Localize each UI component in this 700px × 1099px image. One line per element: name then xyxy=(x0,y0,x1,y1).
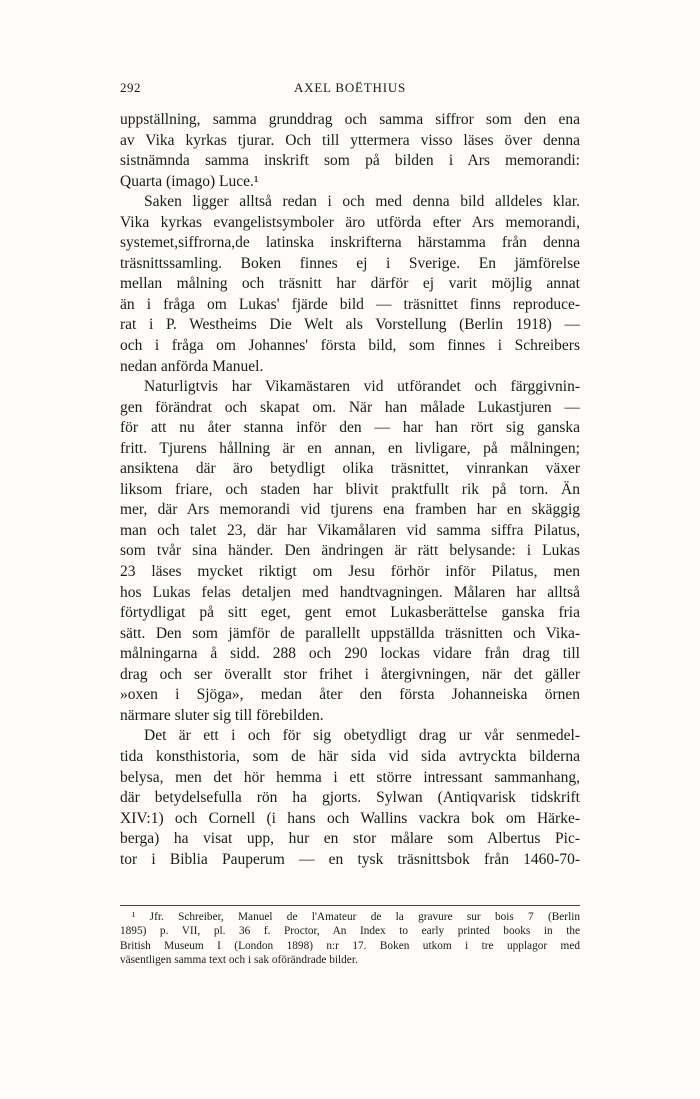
text-line: belysa, men det hör hemma i ett större intressant sammanhang, xyxy=(120,768,580,786)
text-line: Naturligtvis har Vikamästaren vid utförandet och färggivnin- xyxy=(144,378,580,396)
text-line: XIV:1) och Cornell (i hans och Wallins vackra bok om Härke- xyxy=(120,809,580,827)
footnote-rule xyxy=(120,905,580,906)
text-line: hos Lukas felas detaljen med handtvagningen. Målaren har alltså xyxy=(120,583,580,601)
text-line: tida konsthistoria, som de här sida vid sida avtryckta bilderna xyxy=(120,747,580,765)
text-line: för att nu åter stanna inför den — har han rört sig ganska xyxy=(120,419,580,437)
text-line: fritt. Tjurens hållning är en annan, en livligare, på målningen; xyxy=(120,439,580,457)
text-line: rat i P. Westheims Die Welt als Vorstellung (Berlin 1918) — xyxy=(120,316,580,334)
footnote-line: väsentligen samma text och i sak oförändrade bilder. xyxy=(120,954,358,967)
text-line: »oxen i Sjöga», medan åter den första Johanneiska örnen xyxy=(120,686,580,704)
text-line: berga) ha visat upp, hur en stor målare som Albertus Pic- xyxy=(120,830,580,848)
footnote-line: 1895) p. VII, pl. 36 f. Proctor, An Index to early printed books in the xyxy=(120,925,580,938)
text-line: man och talet 23, där har Vikamålaren vid samma siffra Pilatus, xyxy=(120,521,580,539)
text-line: Vika kyrkas evangelistsymboler äro utförda efter Ars memorandi, xyxy=(120,213,580,231)
text-line: av Vika kyrkas tjurar. Och till yttermera visso läses över denna xyxy=(120,131,580,149)
text-line: förtydligat på sitt eget, gent emot Lukasberättelse ganska fria xyxy=(120,604,580,622)
text-line: Quarta (imago) Luce.¹ xyxy=(120,172,259,190)
text-line: nedan anförda Manuel. xyxy=(120,357,264,375)
text-line: ansiktena där äro betydligt olika träsnittet, vinrankan växer xyxy=(120,460,580,478)
text-line: och i fråga om Johannes' första bild, som finnes i Schreibers xyxy=(120,337,580,355)
text-line: närmare sluter sig till förebilden. xyxy=(120,706,324,724)
text-line: träsnittssamling. Boken finnes ej i Sverige. En jämförelse xyxy=(120,254,580,272)
text-line: sätt. Den som jämför de parallellt uppställda träsnitten och Vika- xyxy=(120,624,580,642)
body-text xyxy=(120,110,580,870)
text-line: tor i Biblia Pauperum — en tysk träsnittsbok från 1460-70- xyxy=(120,850,580,868)
text-line: systemet,siffrorna,de latinska inskrifterna härstamma från denna xyxy=(120,234,580,252)
page-number: 292 xyxy=(120,80,141,95)
text-line: mer, där Ars memorandi vid tjurens ena framben har en skäggig xyxy=(120,501,580,519)
text-line: målningarna å sidd. 288 och 290 lockas vidare från drag till xyxy=(120,645,580,663)
text-line: sistnämnda samma inskrift som på bilden i Ars memorandi: xyxy=(120,152,580,170)
text-line: liksom friare, och staden har blivit praktfullt rik på torn. Än xyxy=(120,480,580,498)
text-line: uppställning, samma grunddrag och samma siffror som den ena xyxy=(120,111,580,128)
running-head: AXEL BOËTHIUS xyxy=(293,80,407,95)
footnotes xyxy=(120,905,580,968)
text-line: 23 läses mycket riktigt om Jesu förhör inför Pilatus, men xyxy=(120,563,580,581)
text-line: där betydelsefulla rön ha gjorts. Sylwan (Antiqvarisk tidskrift xyxy=(120,789,580,807)
footnote-text xyxy=(120,910,580,968)
text-line: drag och ser överallt stor frihet i återgivningen, när det gäller xyxy=(120,665,580,683)
text-line: Det är ett i och för sig obetydligt drag ur vår senmedel- xyxy=(144,727,580,745)
footnote-line: ¹ Jfr. Schreiber, Manuel de l'Amateur de la gravure sur bois 7 (Berlin xyxy=(132,911,580,923)
page-header xyxy=(120,80,580,100)
text-line: gen förändrat och skapat om. När han målade Lukastjuren — xyxy=(120,398,580,416)
text-line: än i fråga om Lukas' fjärde bild — träsnittet finns reproduce- xyxy=(120,295,580,313)
text-line: Saken ligger alltså redan i och med denna bild alldeles klar. xyxy=(144,193,580,211)
text-line: som tvår sina händer. Den ändringen är rätt belysande: i Lukas xyxy=(120,542,580,560)
footnote-line: British Museum I (London 1898) n:r 17. Boken utkom i tre upplagor med xyxy=(120,939,580,952)
text-line: mellan målning och träsnitt har därför ej varit möjlig annat xyxy=(120,275,580,293)
